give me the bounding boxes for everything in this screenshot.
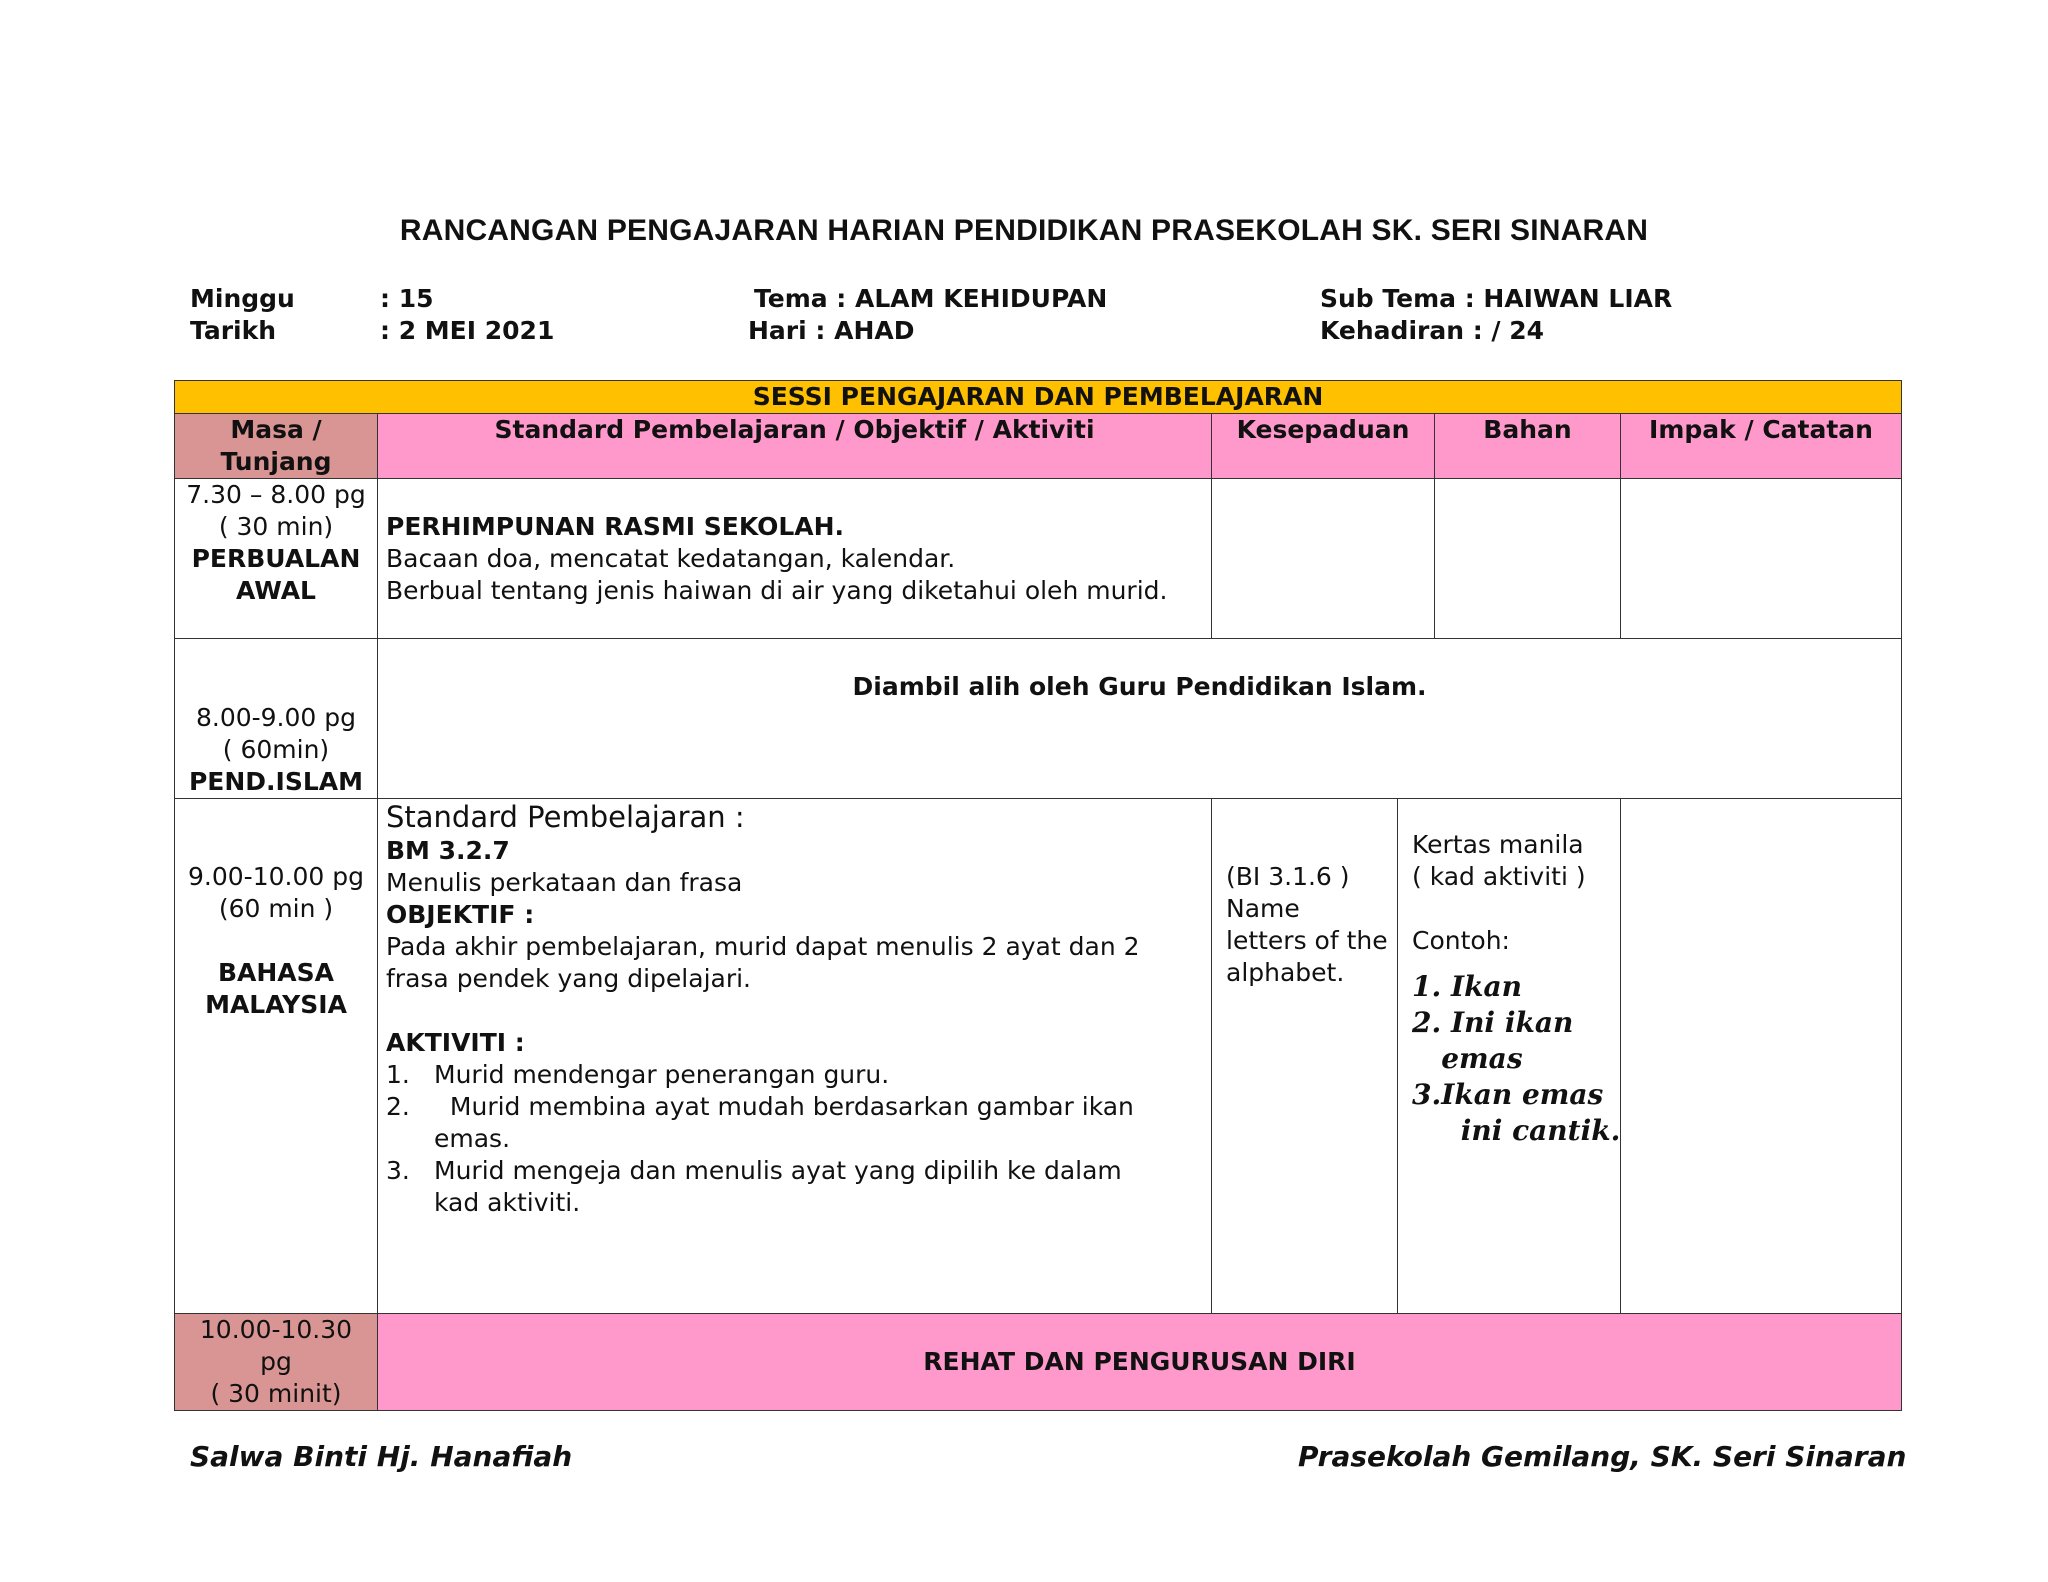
bahan-cell: Kertas manila ( kad aktiviti ) Contoh: 1. Ikan 2. Ini ikan emas 3.Ikan emas ini cantik. xyxy=(1398,799,1621,1314)
example-line: emas xyxy=(1412,1042,1523,1075)
session-header-row xyxy=(175,381,1902,414)
activity-cell xyxy=(378,799,1212,1314)
objective-text: Pada akhir pembelajaran, murid dapat menulis 2 ayat dan 2 frasa pendek yang dipelajari. xyxy=(386,932,1140,993)
session-header: SESSI PENGAJARAN DAN PEMBELAJARAN xyxy=(175,381,1902,414)
list-item: 1. Murid mendengar penerangan guru. xyxy=(386,1060,890,1089)
footer-school-motto: Prasekolah Gemilang, SK. Seri Sinaran xyxy=(1298,1440,1907,1473)
footer-teacher-name: Salwa Binti Hj. Hanafiah xyxy=(190,1440,573,1473)
minggu-label: Minggu xyxy=(190,284,295,313)
header-standard: Standard Pembelajaran / Objektif / Aktiviti xyxy=(378,414,1212,479)
column-header-row xyxy=(175,414,1902,479)
subtema-field: Sub Tema : HAIWAN LIAR xyxy=(1320,284,1673,313)
activity-label: AKTIVITI : xyxy=(386,1028,525,1057)
time-cell: 10.00-10.30 pg ( 30 minit) xyxy=(175,1314,378,1411)
bahan-cell xyxy=(1435,479,1621,639)
header-bahan: Bahan xyxy=(1435,414,1621,479)
example-line: 1. Ikan xyxy=(1412,970,1522,1003)
standard-label: Standard Pembelajaran : xyxy=(386,800,745,834)
rehat-message: REHAT DAN PENGURUSAN DIRI xyxy=(378,1314,1902,1411)
example-line: 3.Ikan emas xyxy=(1412,1078,1604,1111)
impak-cell xyxy=(1621,799,1902,1314)
time-cell: 7.30 – 8.00 pg ( 30 min) PERBUALAN AWAL xyxy=(175,479,378,639)
header-masa: Masa / Tunjang xyxy=(175,414,378,479)
kesepaduan-cell: (BI 3.1.6 ) Name letters of the alphabet. xyxy=(1212,799,1398,1314)
minggu-value: : 15 xyxy=(380,284,434,313)
time-cell: 9.00-10.00 pg (60 min ) BAHASA MALAYSIA xyxy=(175,799,378,1314)
list-item: 3. Murid mengeja dan menulis ayat yang dipilih ke dalam kad aktiviti. xyxy=(386,1156,1122,1217)
header-impak: Impak / Catatan xyxy=(1621,414,1902,479)
standard-description: Menulis perkataan dan frasa xyxy=(386,868,743,897)
list-item: 2. Murid membina ayat mudah berdasarkan gambar ikan emas. xyxy=(386,1092,1142,1153)
table-row xyxy=(175,1314,1902,1411)
objective-label: OBJEKTIF : xyxy=(386,900,535,929)
hari-field: Hari : AHAD xyxy=(748,316,915,345)
example-line: ini cantik. xyxy=(1412,1114,1621,1147)
tarikh-label: Tarikh xyxy=(190,316,277,345)
header-kesepaduan: Kesepaduan xyxy=(1212,414,1435,479)
kesepaduan-cell xyxy=(1212,479,1435,639)
table-row xyxy=(175,799,1902,1314)
page-title: RANCANGAN PENGAJARAN HARIAN PENDIDIKAN PRASEKOLAH SK. SERI SINARAN xyxy=(399,214,1649,247)
table-row xyxy=(175,639,1902,799)
kehadiran-field: Kehadiran : / 24 xyxy=(1320,316,1545,345)
pend-islam-message: Diambil alih oleh Guru Pendidikan Islam. xyxy=(378,639,1902,799)
example-line: 2. Ini ikan xyxy=(1412,1006,1574,1039)
lesson-plan-table xyxy=(174,380,1902,1411)
table-row xyxy=(175,479,1902,639)
impak-cell xyxy=(1621,479,1902,639)
standard-code: BM 3.2.7 xyxy=(386,836,510,865)
activity-cell: PERHIMPUNAN RASMI SEKOLAH. Bacaan doa, mencatat kedatangan, kalendar. Berbual tentang jenis haiwan di air yang diketahui oleh murid. xyxy=(378,479,1212,639)
tema-field: Tema : ALAM KEHIDUPAN xyxy=(754,284,1108,313)
time-cell: 8.00-9.00 pg ( 60min) PEND.ISLAM xyxy=(175,639,378,799)
tarikh-value: : 2 MEI 2021 xyxy=(380,316,555,345)
activity-list xyxy=(386,1059,1203,1219)
